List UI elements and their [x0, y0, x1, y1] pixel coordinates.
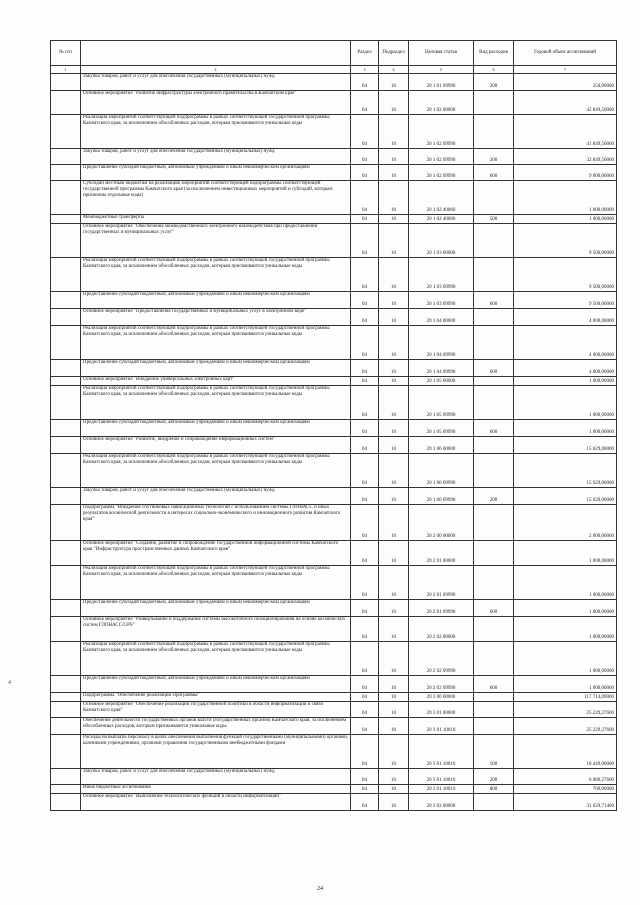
row-target-cell: 20 1 05 00000	[409, 377, 474, 386]
row-razdel-cell: 04	[351, 693, 379, 702]
row-razdel-cell: 04	[351, 91, 379, 115]
row-amount-cell: 117 714,09000	[514, 693, 617, 702]
row-vid-cell	[474, 326, 514, 360]
row-num-cell	[51, 258, 81, 292]
row-podrazdel-cell: 10	[379, 115, 409, 149]
row-target-cell: 20 1 02 09990	[409, 165, 474, 181]
header-row	[51, 41, 617, 66]
row-amount-cell: 42 849,50000	[514, 91, 617, 115]
row-target-cell: 20 1 06 09990	[409, 488, 474, 505]
row-vid-cell	[474, 718, 514, 735]
row-podrazdel-cell: 10	[379, 224, 409, 258]
row-vid-cell	[474, 541, 514, 566]
row-podrazdel-cell: 10	[379, 326, 409, 360]
row-amount-cell: 1 000,00000	[514, 386, 617, 420]
row-name-cell: Предоставление субсидий бюджетным, автономным учреждениям и иным некоммерческим организациям	[81, 676, 351, 693]
row-podrazdel-cell: 10	[379, 437, 409, 454]
row-target-cell: 20 3 01 10010	[409, 785, 474, 794]
row-amount-cell: 31 629,71400	[514, 794, 617, 811]
row-podrazdel-cell: 10	[379, 258, 409, 292]
row-podrazdel-cell: 10	[379, 309, 409, 326]
row-vid-cell	[474, 309, 514, 326]
row-amount-cell: 1 000,00000	[514, 377, 617, 386]
row-target-cell: 20 2 01 00000	[409, 541, 474, 566]
row-num-cell	[51, 642, 81, 676]
row-target-cell: 20 2 00 00000	[409, 505, 474, 541]
row-num-cell	[51, 165, 81, 181]
row-name-cell: Иные бюджетные ассигнования	[81, 785, 351, 794]
row-razdel-cell: 04	[351, 309, 379, 326]
row-amount-cell: 18 449,00000	[514, 735, 617, 769]
row-name-cell: Основное мероприятие "Выполнение технологических функций в области информатизации"	[81, 794, 351, 811]
row-target-cell: 20 1 05 09990	[409, 386, 474, 420]
row-amount-cell: 6 080,27600	[514, 769, 617, 785]
row-razdel-cell: 04	[351, 794, 379, 811]
row-target-cell: 20 2 02 09990	[409, 676, 474, 693]
row-vid-cell: 600	[474, 420, 514, 437]
row-razdel-cell: 04	[351, 600, 379, 617]
table-row	[51, 165, 617, 181]
row-target-cell: 20 1 03 09990	[409, 292, 474, 309]
row-podrazdel-cell: 10	[379, 181, 409, 215]
row-target-cell: 20 1 02 00000	[409, 91, 474, 115]
index-cell: 7	[514, 66, 617, 74]
row-razdel-cell: 04	[351, 149, 379, 165]
row-razdel-cell: 04	[351, 505, 379, 541]
row-razdel-cell: 04	[351, 292, 379, 309]
table-row	[51, 420, 617, 437]
row-amount-cell: 4 000,00000	[514, 309, 617, 326]
row-podrazdel-cell: 10	[379, 505, 409, 541]
row-num-cell	[51, 309, 81, 326]
row-name-cell: Закупка товаров, работ и услуг для обеспечения государственных (муниципальных) нужд	[81, 149, 351, 165]
row-num-cell	[51, 181, 81, 215]
row-target-cell: 20 1 01 09990	[409, 74, 474, 91]
table-row	[51, 617, 617, 642]
table-row	[51, 326, 617, 360]
header-podrazdel: Подраздел	[379, 41, 409, 66]
row-name-cell: Предоставление субсидий бюджетным, автономным учреждениям и иным некоммерческим организациям	[81, 360, 351, 377]
row-vid-cell	[474, 617, 514, 642]
row-podrazdel-cell: 10	[379, 149, 409, 165]
row-amount-cell: 15 629,00000	[514, 488, 617, 505]
table-row	[51, 488, 617, 505]
table-row	[51, 292, 617, 309]
row-name-cell: Предоставление субсидий бюджетным, автономным учреждениям и иным некоммерческим организациям	[81, 165, 351, 181]
index-cell: 3	[351, 66, 379, 74]
table-row	[51, 377, 617, 386]
table-row	[51, 386, 617, 420]
table-row	[51, 693, 617, 702]
row-num-cell	[51, 785, 81, 794]
row-vid-cell	[474, 377, 514, 386]
table-row	[51, 642, 617, 676]
row-name-cell: Реализация мероприятий соответствующей подпрограммы в рамках соответствующей государственной программы Камчатского края, за исключением обособленных расходов, которым присваиваются уникальные коды	[81, 386, 351, 420]
row-target-cell: 20 3 00 00000	[409, 693, 474, 702]
row-num-cell	[51, 91, 81, 115]
row-target-cell: 20 2 01 09990	[409, 566, 474, 600]
row-name-cell: Реализация мероприятий соответствующей подпрограммы в рамках соответствующей государственной программы Камчатского края, за исключением обособленных расходов, которым присваиваются уникальные коды	[81, 326, 351, 360]
row-vid-cell: 200	[474, 769, 514, 785]
table-row	[51, 215, 617, 224]
row-vid-cell	[474, 702, 514, 718]
index-cell: 6	[474, 66, 514, 74]
row-vid-cell: 600	[474, 292, 514, 309]
row-num-cell	[51, 377, 81, 386]
row-target-cell: 20 3 01 10010	[409, 769, 474, 785]
row-target-cell: 20 1 02 09990	[409, 149, 474, 165]
row-num-cell	[51, 769, 81, 785]
table-row	[51, 224, 617, 258]
row-num-cell	[51, 115, 81, 149]
budget-table	[50, 40, 617, 811]
row-target-cell: 20 2 02 00000	[409, 617, 474, 642]
row-num-cell	[51, 617, 81, 642]
row-num-cell	[51, 437, 81, 454]
row-podrazdel-cell: 10	[379, 702, 409, 718]
table-row	[51, 258, 617, 292]
row-num-cell	[51, 420, 81, 437]
row-razdel-cell: 04	[351, 181, 379, 215]
row-amount-cell: 1 000,00000	[514, 617, 617, 642]
table-row	[51, 769, 617, 785]
row-target-cell: 20 3 01 00000	[409, 702, 474, 718]
row-num-cell	[51, 541, 81, 566]
row-vid-cell	[474, 224, 514, 258]
table-row	[51, 566, 617, 600]
row-name-cell: Подпрограмма "Обеспечение реализации Программы"	[81, 693, 351, 702]
row-name-cell: Закупка товаров, работ и услуг для обеспечения государственных (муниципальных) нужд	[81, 74, 351, 91]
row-razdel-cell: 04	[351, 676, 379, 693]
row-razdel-cell: 04	[351, 326, 379, 360]
row-amount-cell: 1 000,00000	[514, 676, 617, 693]
table-row	[51, 454, 617, 488]
row-name-cell: Реализация мероприятий соответствующей подпрограммы в рамках соответствующей государственной программы Камчатского края, за исключением обособленных расходов, которым присваиваются уникальные коды	[81, 454, 351, 488]
row-num-cell	[51, 702, 81, 718]
table-row	[51, 541, 617, 566]
table-row	[51, 437, 617, 454]
row-target-cell: 20 1 06 00000	[409, 437, 474, 454]
row-target-cell: 20 1 02 40060	[409, 215, 474, 224]
row-vid-cell	[474, 566, 514, 600]
page-number: 24	[317, 886, 323, 892]
row-razdel-cell: 04	[351, 617, 379, 642]
row-podrazdel-cell: 10	[379, 74, 409, 91]
row-podrazdel-cell: 10	[379, 600, 409, 617]
index-cell: 4	[379, 66, 409, 74]
row-amount-cell: 1 000,00000	[514, 566, 617, 600]
row-num-cell	[51, 292, 81, 309]
row-amount-cell: 1 000,00000	[514, 215, 617, 224]
row-amount-cell: 1 000,00000	[514, 541, 617, 566]
row-target-cell: 20 1 05 09990	[409, 420, 474, 437]
row-amount-cell: 4 000,00000	[514, 360, 617, 377]
row-razdel-cell: 04	[351, 377, 379, 386]
row-vid-cell	[474, 258, 514, 292]
row-num-cell	[51, 566, 81, 600]
row-vid-cell: 600	[474, 360, 514, 377]
table-row	[51, 115, 617, 149]
row-name-cell: Основное мероприятие "Обеспечение реализации государственной политики в области информатизации и связи Камчатского края"	[81, 702, 351, 718]
row-name-cell: Субсидии местным бюджетам на реализацию мероприятий соответствующей подпрограммы соответствующей государственной программы Камчатского края (за исключением инвестиционных мероприятий и субсидий, которым присвоены отдельные коды)	[81, 181, 351, 215]
row-num-cell	[51, 735, 81, 769]
row-amount-cell: 25 229,27600	[514, 702, 617, 718]
row-podrazdel-cell: 10	[379, 292, 409, 309]
row-amount-cell: 9 500,00000	[514, 292, 617, 309]
row-amount-cell: 9 500,00000	[514, 258, 617, 292]
row-target-cell: 20 1 04 09990	[409, 326, 474, 360]
row-razdel-cell: 04	[351, 541, 379, 566]
row-vid-cell: 600	[474, 676, 514, 693]
row-razdel-cell: 04	[351, 258, 379, 292]
row-num-cell	[51, 505, 81, 541]
row-vid-cell	[474, 115, 514, 149]
table-row	[51, 309, 617, 326]
header-amount: Годовой объем ассигнований	[514, 41, 617, 66]
table-row	[51, 735, 617, 769]
row-razdel-cell: 04	[351, 488, 379, 505]
row-amount-cell: 9 000,00000	[514, 165, 617, 181]
table-row	[51, 149, 617, 165]
row-target-cell: 20 1 03 00000	[409, 224, 474, 258]
row-name-cell: Предоставление субсидий бюджетным, автономным учреждениям и иным некоммерческим организациям	[81, 600, 351, 617]
row-num-cell	[51, 215, 81, 224]
table-row	[51, 676, 617, 693]
index-cell: 5	[409, 66, 474, 74]
row-podrazdel-cell: 10	[379, 642, 409, 676]
table-row	[51, 785, 617, 794]
row-amount-cell: 4 000,00000	[514, 326, 617, 360]
row-razdel-cell: 04	[351, 165, 379, 181]
row-target-cell: 20 2 01 09990	[409, 600, 474, 617]
row-num-cell	[51, 488, 81, 505]
table-row	[51, 702, 617, 718]
row-num-cell	[51, 74, 81, 91]
row-amount-cell: 1 000,00000	[514, 600, 617, 617]
row-podrazdel-cell: 10	[379, 386, 409, 420]
row-target-cell: 20 1 04 09990	[409, 360, 474, 377]
row-name-cell: Основное мероприятие "Развитие, внедрение и сопровождение информационных систем"	[81, 437, 351, 454]
row-name-cell: Межбюджетные трансферты	[81, 215, 351, 224]
row-name-cell: Основное мероприятие "Предоставление государственных и муниципальных услуг в электронном виде"	[81, 309, 351, 326]
row-name-cell: Реализация мероприятий соответствующей подпрограммы в рамках соответствующей государственной программы Камчатского края, за исключением обособленных расходов, которым присваиваются уникальные коды	[81, 566, 351, 600]
row-amount-cell: 9 500,00000	[514, 224, 617, 258]
row-target-cell: 20 2 02 09990	[409, 642, 474, 676]
row-amount-cell: 700,00000	[514, 785, 617, 794]
row-vid-cell	[474, 181, 514, 215]
row-razdel-cell: 04	[351, 420, 379, 437]
header-vid: Вид расходов	[474, 41, 514, 66]
row-vid-cell	[474, 505, 514, 541]
row-razdel-cell: 04	[351, 386, 379, 420]
row-num-cell	[51, 386, 81, 420]
row-name-cell: Обеспечение деятельности государственных органов власти (государственных органов) Камчатского края, за исключением обособленных расходов, которым присваиваются уникальные коды	[81, 718, 351, 735]
row-target-cell: 20 3 02 00000	[409, 794, 474, 811]
row-razdel-cell: 04	[351, 74, 379, 91]
row-amount-cell: 41 849,50000	[514, 115, 617, 149]
row-podrazdel-cell: 10	[379, 794, 409, 811]
row-num-cell	[51, 718, 81, 735]
row-podrazdel-cell: 10	[379, 718, 409, 735]
row-num-cell	[51, 149, 81, 165]
row-name-cell: Закупка товаров, работ и услуг для обеспечения государственных (муниципальных) нужд	[81, 488, 351, 505]
row-podrazdel-cell: 10	[379, 541, 409, 566]
row-target-cell: 20 1 02 40060	[409, 181, 474, 215]
row-target-cell: 20 3 01 10010	[409, 735, 474, 769]
row-razdel-cell: 04	[351, 437, 379, 454]
header-name	[81, 41, 351, 66]
row-target-cell: 20 3 01 10010	[409, 718, 474, 735]
row-podrazdel-cell: 10	[379, 676, 409, 693]
row-amount-cell: 15 629,00000	[514, 454, 617, 488]
row-podrazdel-cell: 10	[379, 420, 409, 437]
row-podrazdel-cell: 10	[379, 377, 409, 386]
row-target-cell: 20 1 04 00000	[409, 309, 474, 326]
row-razdel-cell: 04	[351, 224, 379, 258]
index-cell: 2	[81, 66, 351, 74]
row-target-cell: 20 1 06 09990	[409, 454, 474, 488]
row-podrazdel-cell: 10	[379, 165, 409, 181]
row-podrazdel-cell: 10	[379, 91, 409, 115]
row-amount-cell: 32 849,50000	[514, 149, 617, 165]
row-name-cell: Предоставление субсидий бюджетным, автономным учреждениям и иным некоммерческим организациям	[81, 420, 351, 437]
row-name-cell: Закупка товаров, работ и услуг для обеспечения государственных (муниципальных) нужд	[81, 769, 351, 785]
row-razdel-cell: 04	[351, 642, 379, 676]
table-row	[51, 505, 617, 541]
row-podrazdel-cell: 10	[379, 769, 409, 785]
row-vid-cell	[474, 794, 514, 811]
row-amount-cell: 1 000,00000	[514, 181, 617, 215]
row-target-cell: 20 1 03 09990	[409, 258, 474, 292]
header-target: Целевая статья	[409, 41, 474, 66]
row-vid-cell	[474, 454, 514, 488]
index-cell: 1	[51, 66, 81, 74]
row-razdel-cell: 04	[351, 735, 379, 769]
table-row	[51, 600, 617, 617]
row-vid-cell: 600	[474, 165, 514, 181]
row-name-cell: Подпрограмма "Внедрение спутниковых навигационных технологий с использованием системы ГЛОНАСС и иных результатов космической деятельности в интересах социально-экономического и инновационного развития Камчатского края"	[81, 505, 351, 541]
row-vid-cell: 100	[474, 735, 514, 769]
row-podrazdel-cell: 10	[379, 617, 409, 642]
row-name-cell: Основное мероприятие "Обеспечение межведомственного электронного взаимодействия при предоставлении государственных и муниципальных услуг"	[81, 224, 351, 258]
row-razdel-cell: 04	[351, 785, 379, 794]
row-podrazdel-cell: 10	[379, 785, 409, 794]
row-name-cell: Реализация мероприятий соответствующей подпрограммы в рамках соответствующей государственной программы Камчатского края, за исключением обособленных расходов, которым присваиваются уникальные коды	[81, 642, 351, 676]
table-row	[51, 74, 617, 91]
row-podrazdel-cell: 10	[379, 215, 409, 224]
row-podrazdel-cell: 10	[379, 454, 409, 488]
row-vid-cell: 800	[474, 785, 514, 794]
row-num-cell	[51, 676, 81, 693]
row-razdel-cell: 04	[351, 769, 379, 785]
row-razdel-cell: 04	[351, 360, 379, 377]
row-name-cell: Основное мероприятие "Внедрение универсальных электронных карт"	[81, 377, 351, 386]
row-vid-cell: 200	[474, 488, 514, 505]
row-razdel-cell: 04	[351, 566, 379, 600]
row-vid-cell: 600	[474, 600, 514, 617]
row-podrazdel-cell: 10	[379, 360, 409, 377]
row-amount-cell: 2 000,00000	[514, 505, 617, 541]
table-row	[51, 91, 617, 115]
row-razdel-cell: 04	[351, 115, 379, 149]
row-num-cell	[51, 600, 81, 617]
row-vid-cell	[474, 642, 514, 676]
row-num-cell	[51, 224, 81, 258]
header-razdel: Раздел	[351, 41, 379, 66]
row-name-cell: Основное мероприятие "Создание, развитие и сопровождение государственной информационной системы Камчатского края "Инфраструктура пространственных данных Камчатского края"	[81, 541, 351, 566]
row-num-cell	[51, 693, 81, 702]
row-vid-cell: 500	[474, 215, 514, 224]
row-amount-cell: 15 629,00000	[514, 437, 617, 454]
row-vid-cell	[474, 437, 514, 454]
row-razdel-cell: 04	[351, 454, 379, 488]
row-podrazdel-cell: 10	[379, 488, 409, 505]
row-name-cell: Основное мероприятие "Развертывание и поддержание системы высокоточного позиционирования на основе космических систем ГЛОНАСС/GPS"	[81, 617, 351, 642]
table-row	[51, 794, 617, 811]
table-row	[51, 360, 617, 377]
table-row	[51, 718, 617, 735]
margin-mark: 4	[8, 680, 11, 686]
header-num: № п/п	[51, 41, 81, 66]
row-vid-cell: 200	[474, 74, 514, 91]
row-amount-cell: 25 229,27600	[514, 718, 617, 735]
table-row	[51, 181, 617, 215]
row-amount-cell: 1 000,00000	[514, 642, 617, 676]
row-podrazdel-cell: 10	[379, 693, 409, 702]
row-razdel-cell: 04	[351, 215, 379, 224]
row-amount-cell: 1 000,00000	[514, 420, 617, 437]
row-name-cell: Основное мероприятие "Развитие инфраструктуры электронного правительства в Камчатском крае"	[81, 91, 351, 115]
row-vid-cell: 200	[474, 149, 514, 165]
index-row	[51, 66, 617, 74]
row-num-cell	[51, 326, 81, 360]
row-vid-cell	[474, 386, 514, 420]
row-vid-cell	[474, 693, 514, 702]
row-name-cell: Реализация мероприятий соответствующей подпрограммы в рамках соответствующей государственной программы Камчатского края, за исключением обособленных расходов, которым присваиваются уникальные коды	[81, 258, 351, 292]
row-razdel-cell: 04	[351, 718, 379, 735]
row-name-cell: Реализация мероприятий соответствующей подпрограммы в рамках соответствующей государственной программы Камчатского края, за исключением обособленных расходов, которым присваиваются уникальные коды	[81, 115, 351, 149]
row-num-cell	[51, 794, 81, 811]
row-razdel-cell: 04	[351, 702, 379, 718]
row-amount-cell: 250,00000	[514, 74, 617, 91]
row-target-cell: 20 1 02 09990	[409, 115, 474, 149]
row-name-cell: Предоставление субсидий бюджетным, автономным учреждениям и иным некоммерческим организациям	[81, 292, 351, 309]
row-num-cell	[51, 360, 81, 377]
row-podrazdel-cell: 10	[379, 566, 409, 600]
row-podrazdel-cell: 10	[379, 735, 409, 769]
row-vid-cell	[474, 91, 514, 115]
row-num-cell	[51, 454, 81, 488]
row-name-cell: Расходы на выплаты персоналу в целях обеспечения выполнения функций государственными (муниципальными) органами, казенными учреждениями, органами управления государственными внебюджетными фондами	[81, 735, 351, 769]
